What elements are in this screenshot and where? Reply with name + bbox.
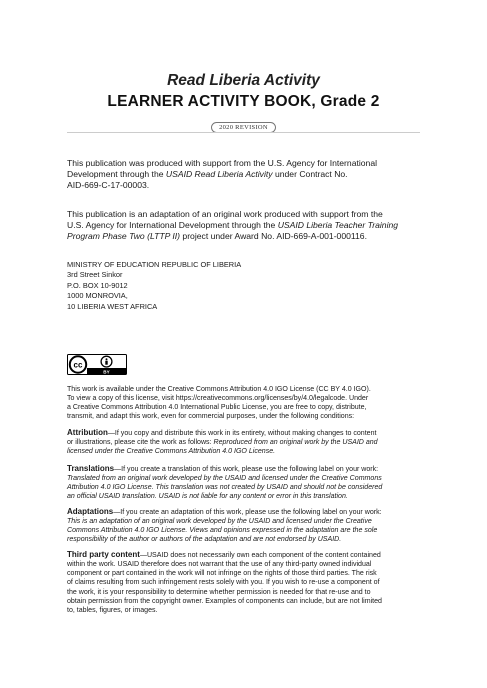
adaptations-section	[67, 507, 423, 545]
text-line: Development through the USAID Read Liberia Activity under Contract No.	[67, 169, 348, 179]
text-line: of claims resulting from such infringement rests solely with you. If you wish to re-use a component of	[67, 579, 380, 587]
license-paragraph	[67, 385, 423, 422]
text-line: a Creative Commons Attribution 4.0 International Public License, you are free to copy, distribute,	[67, 404, 367, 412]
address-line: 1000 MONROVIA,	[67, 291, 128, 301]
text-line: To view a copy of this license, visit https://creativecommons.org/licenses/by/4.0/legalcode. Under	[67, 395, 369, 403]
book-title: LEARNER ACTIVITY BOOK, Grade 2	[107, 93, 380, 110]
text-line: Attribution—If you copy and distribute this work in its entirety, without making changes to content	[67, 428, 377, 437]
text-line: Translated from an original work developed by the USAID and licensed under the Creative Commons	[67, 475, 382, 483]
revision-badge: 2020 REVISION	[211, 122, 276, 133]
title-block	[0, 72, 487, 134]
support-statement	[67, 158, 422, 191]
section-label: Translations	[67, 464, 115, 473]
text-line: or illustrations, please cite the work as follows: Reproduced from an original work by the USAID and	[67, 439, 378, 447]
address-line: 3rd Street Sinkor	[67, 270, 123, 280]
section-label: Adaptations	[67, 507, 114, 516]
text-line: Attribution 4.0 IGO License. This translation was not created by USAID and should not be considered	[67, 484, 383, 492]
third-party-section	[67, 550, 423, 615]
attribution-section	[67, 428, 423, 456]
text-line: the work, it is your responsibility to determine whether permission is needed for that re-use and to	[67, 588, 371, 596]
text-line: AID-669-C-17-00003.	[67, 180, 150, 190]
text-line: to, tables, figures, or images.	[67, 606, 158, 614]
address-line: P.O. BOX 10-9012	[67, 280, 128, 290]
cc-icon: cc	[73, 360, 83, 370]
section-label: Third party content	[67, 550, 140, 559]
section-label: Attribution	[67, 428, 108, 437]
text-line: This publication was produced with support from the U.S. Agency for International	[67, 158, 378, 168]
text-line: responsibility of the author or authors of the adaptation and are not endorsed by USAID.	[67, 536, 342, 544]
text-line: Adaptations—If you create an adaptation of this work, please use the following label on your work:	[67, 507, 382, 516]
text-line: This is an adaptation of an original work developed by the USAID and licensed under the Creative	[67, 518, 372, 526]
text-line: obtain permission from the copyright owner. Examples of components can include, but are not limited	[67, 597, 382, 605]
text-line: Program Phase Two (LTTP II) project under Award No. AID-669-A-001-000116.	[67, 231, 367, 241]
series-title: Read Liberia Activity	[167, 72, 320, 89]
text-line: This publication is an adaptation of an original work produced with support from the	[67, 209, 383, 219]
text-line: an official USAID translation. USAID is not liable for any content or error in this translation.	[67, 493, 348, 501]
text-line: U.S. Agency for International Development through the USAID Liberia Teacher Training	[67, 220, 399, 230]
text-line: within the work. USAID therefore does not warrant that the use of any third-party owned individual	[67, 561, 372, 569]
text-line: transmit, and adapt this work, even for commercial purposes, under the following conditions:	[67, 413, 355, 421]
address-line: 10 LIBERIA WEST AFRICA	[67, 301, 158, 311]
text-line: licensed under the Creative Commons Attribution 4.0 IGO License.	[67, 448, 276, 456]
text-line: Third party content—USAID does not necessarily own each component of the content contained	[67, 550, 381, 559]
text-line: This work is available under the Creative Commons Attribution 4.0 IGO License (CC BY 4.0 IGO).	[67, 386, 371, 393]
text-line: Translations—If you create a translation of this work, please use the following label on your work:	[67, 464, 379, 473]
title-divider	[67, 132, 420, 133]
text-line: component or part contained in the work will not infringe on the rights of those third parties. The risk	[67, 570, 377, 578]
address-line: MINISTRY OF EDUCATION REPUBLIC OF LIBERIA	[67, 260, 242, 269]
by-label: BY	[103, 369, 110, 375]
text-line: Commons Attribution 4.0 IGO License. Views and opinions expressed in the adaptation are the sole	[67, 527, 378, 535]
ministry-address	[67, 260, 422, 312]
adaptation-statement	[67, 209, 422, 242]
cc-by-license-badge	[67, 354, 127, 375]
translations-section	[67, 464, 423, 502]
